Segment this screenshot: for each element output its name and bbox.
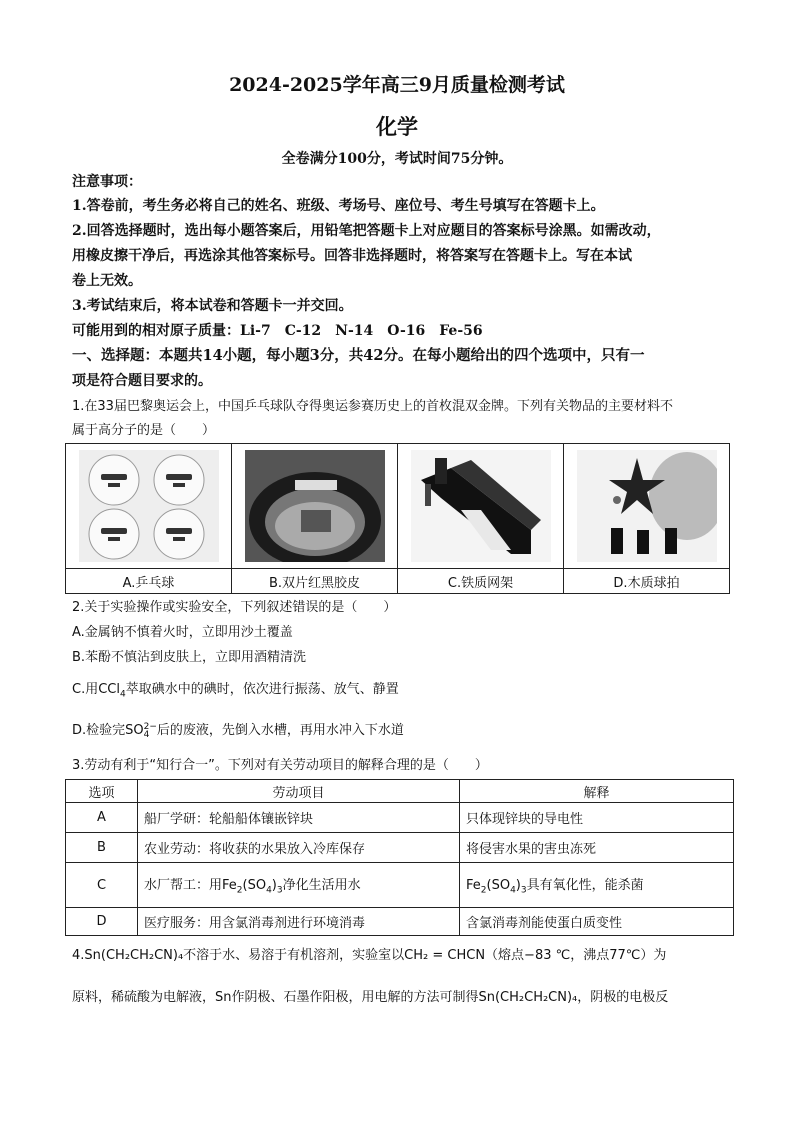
q1-image-table	[65, 443, 730, 594]
note-1: 1.答卷前，考生务必将自己的姓名、班级、考场号、座位号、考生号填写在答题卡上。	[72, 198, 605, 214]
rubber-sheet-image	[245, 450, 385, 562]
q3-table	[65, 779, 734, 936]
q3-row-c-explanation: $Fe_2(SO_4)_3$具有氧化性，能杀菌	[460, 863, 734, 908]
q1-image-cell-a	[66, 444, 232, 569]
q2-option-a: A.金属钠不慎着火时，立即用沙土覆盖	[72, 625, 293, 640]
q3-header-item: 劳动项目	[138, 780, 460, 803]
exam-title: 2024-2025学年高三9月质量检测考试	[229, 74, 565, 96]
table-row	[66, 803, 734, 833]
table-row	[66, 863, 734, 908]
q3-row-d-option: D	[66, 908, 138, 936]
q2-option-c: C.用CCl$_4$萃取碘水中的碘时，依次进行振荡、放气、静置	[72, 682, 399, 700]
q2-option-b: B.苯酚不慎沾到皮肤上，立即用酒精清洗	[72, 650, 307, 665]
q1-stem-line-1: 1.在33届巴黎奥运会上，中国乒乓球队夺得奥运参赛历史上的首枚混双金牌。下列有关物品的主要材料不	[72, 399, 673, 414]
q1-image-cell-d	[564, 444, 730, 569]
q2-stem: 2.关于实验操作或实验安全，下列叙述错误的是（ ）	[72, 600, 397, 615]
q3-row-c-option: C	[66, 863, 138, 908]
q1-image-cell-c	[398, 444, 564, 569]
iron-net-post-image	[411, 450, 551, 562]
q3-row-b-item: 农业劳动：将收获的水果放入冷库保存	[138, 833, 460, 863]
ping-pong-balls-image	[79, 450, 219, 562]
q3-stem: 3.劳动有利于“知行合一”。下列对有关劳动项目的解释合理的是（ ）	[72, 758, 488, 773]
note-3: 3.考试结束后，将本试卷和答题卡一并交回。	[72, 298, 353, 314]
q3-row-c-item: 水厂帮工：用$Fe_2(SO_4)_3$净化生活用水	[138, 863, 460, 908]
q3-header-option: 选项	[66, 780, 138, 803]
section-1-line-1: 一、选择题：本题共14小题，每小题3分，共42分。在每小题给出的四个选项中，只有一	[72, 347, 645, 364]
q3-row-b-option: B	[66, 833, 138, 863]
q3-row-d-explanation: 含氯消毒剂能使蛋白质变性	[460, 908, 734, 936]
q4-stem-line-1: 4.Sn(CH₂CH₂CN)₄不溶于水、易溶于有机溶剂，实验室以CH₂ = CHCN（熔点−83 ℃，沸点77℃）为	[72, 948, 667, 963]
q1-option-a: A.乒乓球	[66, 569, 232, 594]
notes-heading: 注意事项：	[72, 174, 142, 190]
q1-image-cell-b	[232, 444, 398, 569]
q1-option-c: C.铁质网架	[398, 569, 564, 594]
q3-row-d-item: 医疗服务：用含氯消毒剂进行环境消毒	[138, 908, 460, 936]
q3-row-b-explanation: 将侵害水果的害虫冻死	[460, 833, 734, 863]
note-2-line-1: 2.回答选择题时，选出每小题答案后，用铅笔把答题卡上对应题目的答案标号涂黑。如需改动，	[72, 223, 661, 239]
q2-option-d: D.检验完SO2− 4 后的废液，先倒入水槽，再用水冲入下水道	[72, 721, 404, 740]
table-row	[66, 908, 734, 936]
atomic-masses: 可能用到的相对原子质量：Li-7 C-12 N-14 O-16 Fe-56	[72, 323, 483, 339]
q3-row-a-explanation: 只体现锌块的导电性	[460, 803, 734, 833]
q3-row-a-item: 船厂学研：轮船船体镶嵌锌块	[138, 803, 460, 833]
q3-row-a-option: A	[66, 803, 138, 833]
q1-option-d: D.木质球拍	[564, 569, 730, 594]
subject-title: 化学	[376, 114, 418, 139]
wooden-paddle-image	[577, 450, 717, 562]
table-row	[66, 833, 734, 863]
q4-stem-line-2: 原料，稀硫酸为电解液，Sn作阴极、石墨作阳极，用电解的方法可制得Sn(CH₂CH₂CN)₄，阴极的电极反	[72, 990, 669, 1005]
q3-header-explanation: 解释	[460, 780, 734, 803]
section-1-line-2: 项是符合题目要求的。	[72, 373, 212, 389]
q1-stem-line-2: 属于高分子的是（ ）	[72, 423, 216, 438]
q1-option-b: B.双片红黑胶皮	[232, 569, 398, 594]
exam-info: 全卷满分100分，考试时间75分钟。	[281, 151, 513, 167]
note-2-line-2: 用橡皮擦干净后，再选涂其他答案标号。回答非选择题时，将答案写在答题卡上。写在本试	[72, 248, 632, 264]
note-2-line-3: 卷上无效。	[72, 273, 142, 289]
